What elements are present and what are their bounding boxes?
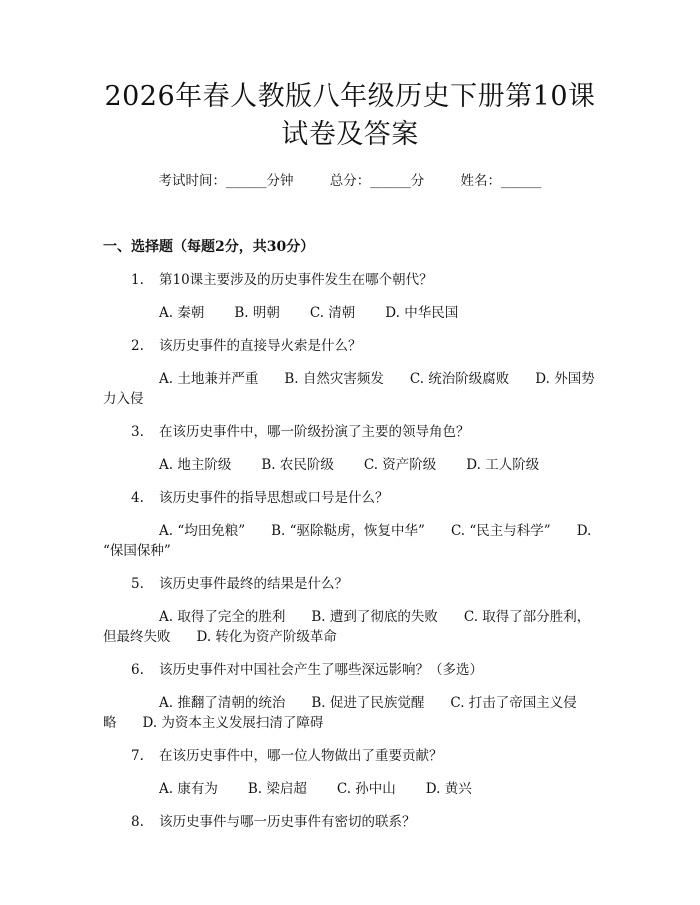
option-c: C. “民主与科学” [450,523,551,539]
option-b: B. 梁启超 [247,781,307,797]
page-title: 2026年春人教版八年级历史下册第10课试卷及答案 [104,81,596,150]
option-a: A. 取得了完全的胜利 [159,609,286,625]
options [103,607,597,647]
question-text: 该历史事件最终的结果是什么？ [159,576,348,592]
option-c: C. 打击了帝国主义侵略 [103,695,577,731]
time-label: 考试时间：______分钟 [158,173,294,189]
question-number: 3. [131,424,144,440]
option-d: D. 为资本主义发展扫清了障碍 [142,715,324,731]
score-label: 总分：______分 [329,173,425,189]
question-stem [103,574,597,594]
option-a: A. 地主阶级 [159,457,232,473]
question-number: 1. [131,272,144,288]
question-number: 8. [131,814,144,830]
question-text: 第10课主要涉及的历史事件发生在哪个朝代？ [159,272,433,288]
option-b: B. 农民阶级 [261,457,334,473]
question-number: 2. [131,338,144,354]
question-number: 7. [131,748,144,764]
question-text: 在该历史事件中，哪一阶级扮演了主要的领导角色？ [159,424,470,440]
question-text: 该历史事件的直接导火索是什么？ [159,338,362,354]
option-a: A. 康有为 [159,781,218,797]
question-6 [103,660,597,733]
option-a: A. “均田免粮” [159,523,246,539]
question-stem [103,812,597,832]
question-stem [103,660,597,680]
question-stem [103,488,597,508]
option-d: D. 黄兴 [425,781,472,797]
question-8 [103,812,597,832]
section-title: 一、选择题（每题2分，共30分） [103,239,315,255]
option-c: C. 统治阶级腐败 [409,371,510,387]
options [103,521,597,561]
option-d: D. 中华民国 [385,305,459,321]
option-d: D. 转化为资产阶级革命 [196,629,337,645]
option-c: C. 取得了部分胜利，但最终失败 [103,609,591,645]
option-b: B. 遭到了彻底的失败 [311,609,438,625]
option-b: B. 自然灾害频发 [284,371,384,387]
question-7 [103,746,597,799]
question-2 [103,336,597,409]
question-1 [103,270,597,323]
option-b: B. “驱除鞑虏，恢复中华” [271,523,425,539]
option-c: C. 孙中山 [336,781,396,797]
question-3 [103,422,597,475]
exam-meta [103,171,597,191]
question-stem [103,746,597,766]
option-a: A. 土地兼并严重 [159,371,259,387]
option-a: A. 推翻了清朝的统治 [159,695,286,711]
option-a: A. 秦朝 [159,305,205,321]
question-5 [103,574,597,647]
options [103,693,597,733]
options [103,455,597,475]
option-c: C. 资产阶级 [363,457,437,473]
question-stem [103,422,597,442]
option-b: B. 促进了民族觉醒 [311,695,425,711]
question-text: 在该历史事件中，哪一位人物做出了重要贡献？ [159,748,443,764]
question-4 [103,488,597,561]
question-text: 该历史事件对中国社会产生了哪些深远影响？（多选） [159,662,483,678]
question-stem [103,336,597,356]
option-c: C. 清朝 [309,305,356,321]
option-d: D. “保国保种” [103,523,592,559]
options [103,303,597,323]
question-number: 6. [131,662,144,678]
option-b: B. 明朝 [234,305,280,321]
question-text: 该历史事件与哪一历史事件有密切的联系？ [159,814,416,830]
name-label: 姓名：______ [460,173,542,189]
options [103,779,597,799]
options [103,369,597,409]
option-d: D. 外国势力入侵 [103,371,595,407]
question-text: 该历史事件的指导思想或口号是什么？ [159,490,389,506]
option-d: D. 工人阶级 [466,457,540,473]
question-number: 5. [131,576,144,592]
question-stem [103,270,597,290]
question-number: 4. [131,490,144,506]
